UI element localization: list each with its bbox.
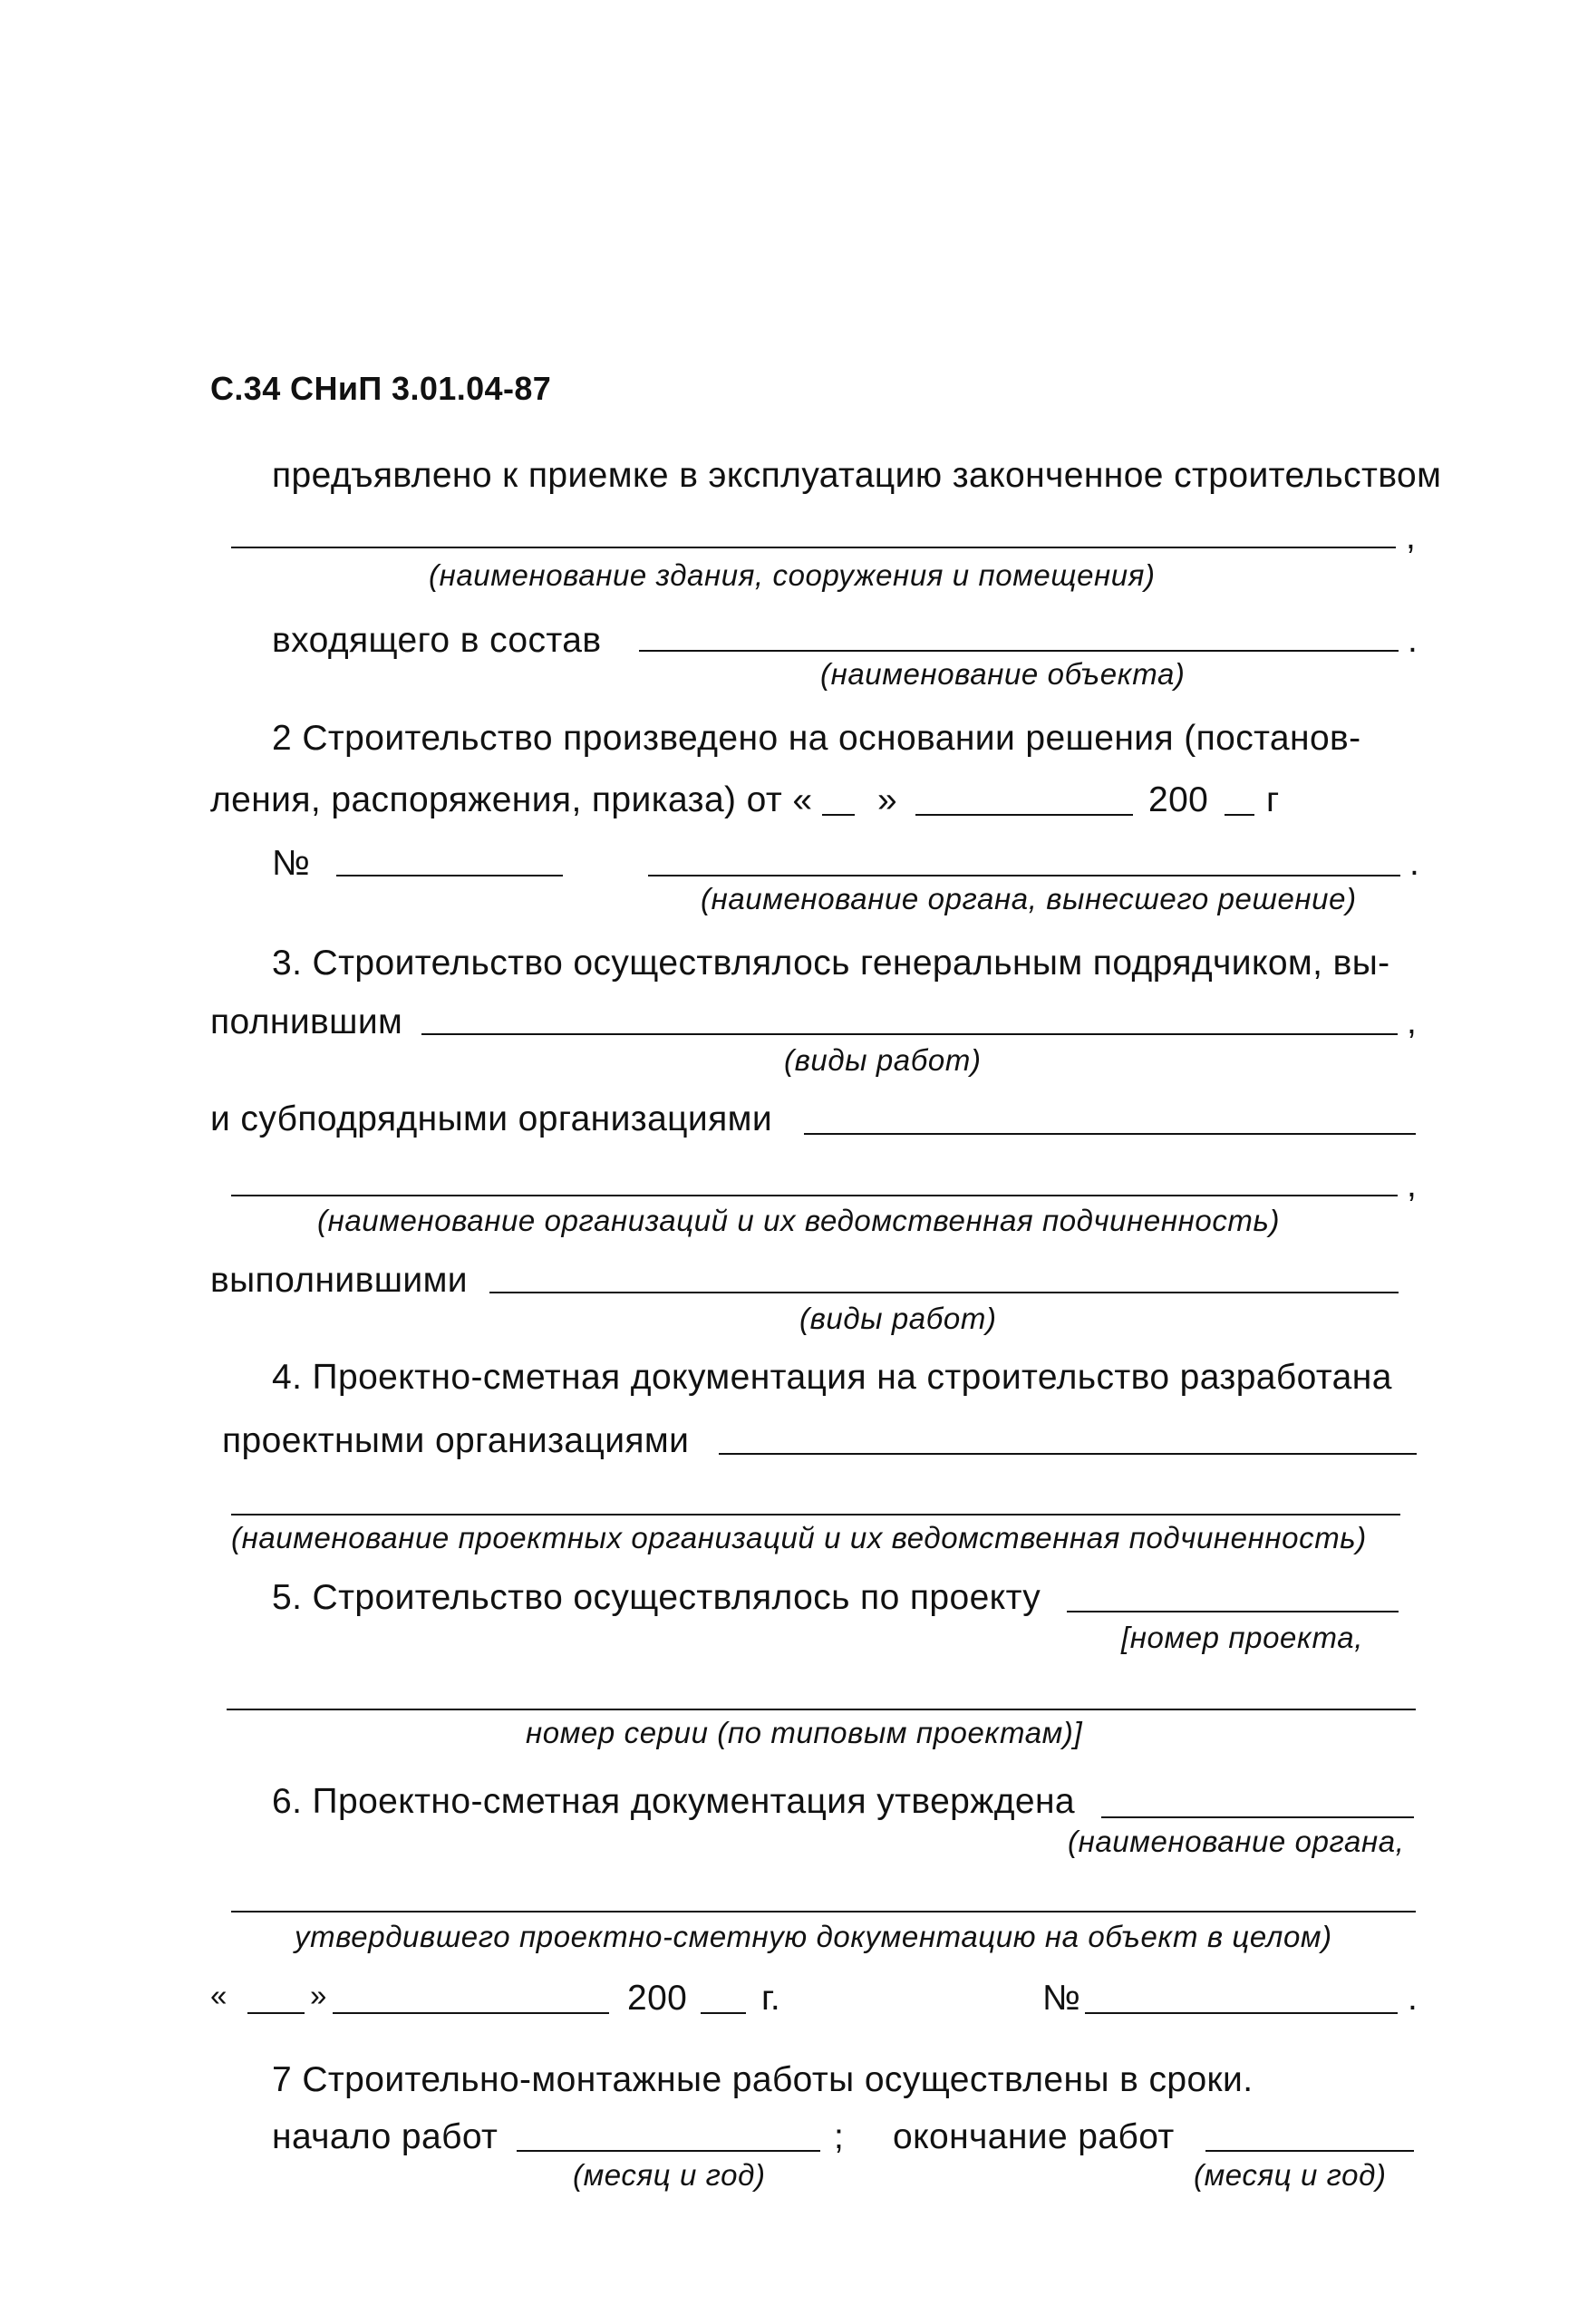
p2-line1: 2 Строительство произведено на основании решения (постанов- bbox=[272, 719, 1361, 758]
p5-text: 5. Строительство осуществлялось по проекту bbox=[272, 1578, 1041, 1617]
approval-day-line[interactable] bbox=[247, 2012, 305, 2014]
approval-number-sign: № bbox=[1042, 1979, 1081, 2018]
part-of-label: входящего в состав bbox=[272, 621, 602, 660]
building-caption: (наименование здания, сооружения и помещения) bbox=[429, 558, 1156, 592]
quote-close: » bbox=[310, 1979, 327, 2012]
authority-decision-caption: (наименование органа, вынесшего решение) bbox=[701, 882, 1357, 915]
year-line[interactable] bbox=[1225, 814, 1254, 816]
approval-year-suffix: г. bbox=[761, 1979, 781, 2018]
period: . bbox=[1408, 1979, 1418, 2018]
design-orgs-line-2[interactable] bbox=[231, 1514, 1400, 1515]
p4-line2: проектными организациями bbox=[222, 1421, 690, 1460]
approval-month-line[interactable] bbox=[333, 2012, 609, 2014]
subcontractors-label: и субподрядными организациями bbox=[210, 1099, 773, 1138]
orgs-caption: (наименование организаций и их ведомственная подчиненность) bbox=[317, 1204, 1281, 1237]
p4-line1: 4. Проектно-сметная документация на строительство разработана bbox=[272, 1358, 1392, 1397]
page-header: С.34 СНиП 3.01.04-87 bbox=[210, 370, 552, 407]
p3-line1: 3. Строительство осуществлялось генеральным подрядчиком, вы- bbox=[272, 944, 1390, 983]
comma: , bbox=[1407, 1166, 1418, 1205]
year-prefix: 200 bbox=[1148, 780, 1209, 819]
day-line[interactable] bbox=[822, 814, 855, 816]
decision-number-line[interactable] bbox=[336, 875, 563, 876]
performed-label: выполнившими bbox=[210, 1261, 468, 1300]
project-number-line[interactable] bbox=[1067, 1611, 1399, 1612]
semicolon: ; bbox=[834, 2117, 845, 2156]
end-works-line[interactable] bbox=[1205, 2150, 1414, 2152]
month-line[interactable] bbox=[915, 814, 1133, 816]
p2-line2: ления, распоряжения, приказа) от « bbox=[210, 780, 813, 819]
works-caption: (виды работ) bbox=[784, 1043, 982, 1077]
approving-authority-line[interactable] bbox=[1101, 1816, 1414, 1818]
object-name-line[interactable] bbox=[639, 650, 1399, 652]
comma: , bbox=[1406, 518, 1417, 557]
end-works-label: окончание работ bbox=[893, 2117, 1175, 2156]
p7-text: 7 Строительно-монтажные работы осуществлены в сроки. bbox=[272, 2060, 1254, 2099]
p3-line2: полнившим bbox=[210, 1002, 403, 1041]
period: . bbox=[1408, 621, 1418, 660]
decision-authority-line[interactable] bbox=[648, 875, 1400, 876]
project-caption-a: [номер проекта, bbox=[1121, 1621, 1363, 1654]
approve-caption-b: утвердившего проектно-сметную документацию на объект в целом) bbox=[295, 1920, 1332, 1953]
number-sign: № bbox=[272, 844, 311, 883]
p6-text: 6. Проектно-сметная документация утверждена bbox=[272, 1782, 1076, 1821]
approval-number-line[interactable] bbox=[1085, 2012, 1398, 2014]
design-orgs-line[interactable] bbox=[719, 1453, 1417, 1455]
works-caption-2: (виды работ) bbox=[799, 1302, 997, 1335]
start-works-line[interactable] bbox=[517, 2150, 820, 2152]
design-orgs-caption: (наименование проектных организаций и их ведомственная подчиненность) bbox=[231, 1521, 1367, 1554]
approval-year-prefix: 200 bbox=[627, 1979, 688, 2018]
building-name-line[interactable] bbox=[231, 547, 1396, 548]
period: . bbox=[1409, 844, 1420, 883]
start-month-year-caption: (месяц и год) bbox=[573, 2158, 766, 2192]
subcontractors-line-2[interactable] bbox=[231, 1195, 1398, 1196]
intro-text: предъявлено к приемке в эксплуатацию законченное строительством bbox=[272, 456, 1442, 495]
quote-open: « bbox=[210, 1979, 228, 2012]
start-works-label: начало работ bbox=[272, 2117, 499, 2156]
gen-contractor-works-line[interactable] bbox=[421, 1033, 1398, 1035]
project-caption-b: номер серии (по типовым проектам)] bbox=[526, 1716, 1083, 1749]
approval-year-line[interactable] bbox=[701, 2012, 746, 2014]
project-series-line[interactable] bbox=[227, 1709, 1416, 1710]
sub-works-line[interactable] bbox=[489, 1292, 1399, 1293]
quote-close: » bbox=[877, 780, 898, 819]
subcontractors-line[interactable] bbox=[804, 1133, 1416, 1135]
end-month-year-caption: (месяц и год) bbox=[1194, 2158, 1387, 2192]
comma: , bbox=[1407, 1002, 1418, 1041]
object-caption: (наименование объекта) bbox=[820, 657, 1186, 691]
year-suffix: г bbox=[1266, 780, 1280, 819]
approving-authority-line-2[interactable] bbox=[231, 1911, 1416, 1912]
approve-caption-a: (наименование органа, bbox=[1068, 1825, 1405, 1858]
